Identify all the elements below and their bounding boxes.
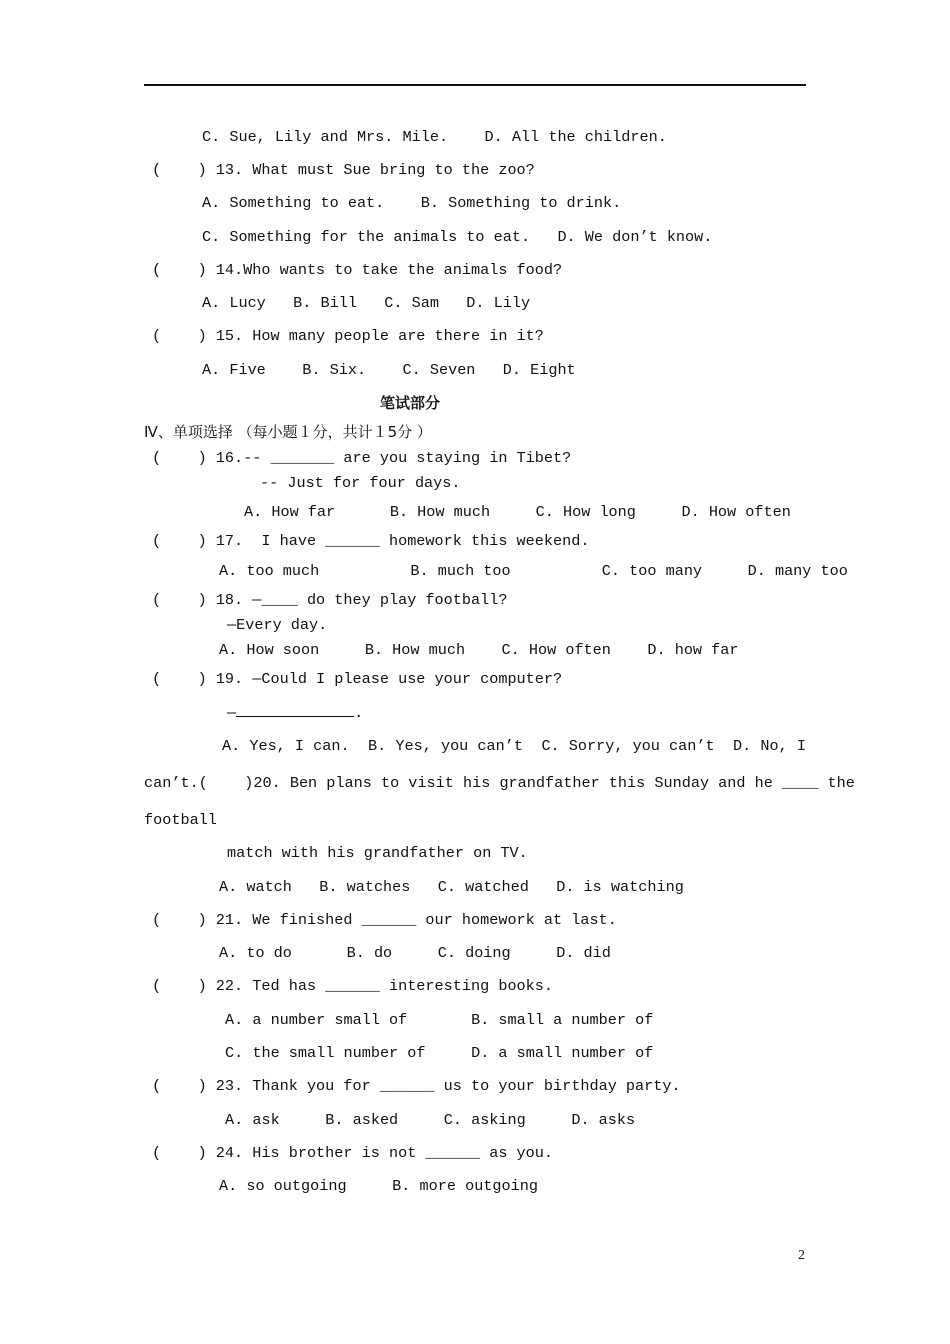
question-19-options (144, 736, 806, 756)
question-13-options-ab: A. Something to eat. B. Something to drink. (202, 194, 622, 212)
question-23-options: A. ask B. asked C. asking D. asks (225, 1111, 636, 1129)
question-19-option-c: C. Sorry, you can’t (541, 737, 715, 755)
question-19-option-b: B. Yes, you can’t (368, 737, 523, 755)
question-19: ( ) 19. —Could I please use your computer? (152, 670, 563, 688)
answer-blank (236, 702, 354, 717)
question-19-option-a: A. Yes, I can. (222, 737, 350, 755)
reply-dash: — (227, 704, 237, 722)
question-18-reply: —Every day. (227, 616, 328, 634)
section-title: 笔试部分 (380, 394, 441, 412)
page-number: 2 (798, 1248, 805, 1263)
question-22-options-cd: C. the small number of D. a small number of (225, 1044, 654, 1062)
header-rule (144, 84, 806, 86)
question-20-line-1: can’t.( )20. Ben plans to visit his grandfather this Sunday and he ____ the (144, 774, 855, 792)
question-22: ( ) 22. Ted has ______ interesting books. (152, 977, 554, 995)
question-13-options-cd: C. Something for the animals to eat. D. We don’t know. (202, 228, 713, 246)
question-14: ( ) 14.Who wants to take the animals food? (152, 261, 563, 279)
question-13: ( ) 13. What must Sue bring to the zoo? (152, 161, 535, 179)
question-21: ( ) 21. We finished ______ our homework at last. (152, 911, 617, 929)
question-20-line-2: football (144, 811, 217, 829)
question-14-options: A. Lucy B. Bill C. Sam D. Lily (202, 294, 531, 312)
question-16-reply: -- Just for four days. (260, 474, 461, 492)
part-4-heading: Ⅳ、单项选择 （每小题１分，共计１5分 ） (144, 423, 432, 441)
question-20-line-3: match with his grandfather on TV. (227, 844, 528, 862)
question-24: ( ) 24. His brother is not ______ as you. (152, 1144, 554, 1162)
question-15: ( ) 15. How many people are there in it? (152, 327, 544, 345)
question-15-options: A. Five B. Six. C. Seven D. Eight (202, 361, 576, 379)
reply-period: . (354, 704, 364, 722)
question-17: ( ) 17. I have ______ homework this weekend. (152, 532, 590, 550)
question-24-options: A. so outgoing B. more outgoing (219, 1177, 538, 1195)
question-17-options: A. too much B. much too C. too many D. many too (219, 562, 848, 580)
question-20-options: A. watch B. watches C. watched D. is watching (219, 878, 684, 896)
question-23: ( ) 23. Thank you for ______ us to your birthday party. (152, 1077, 681, 1095)
question-18: ( ) 18. —____ do they play football? (152, 591, 508, 609)
question-19-reply (227, 702, 363, 723)
question-16-options: A. How far B. How much C. How long D. How often (244, 503, 791, 521)
question-21-options: A. to do B. do C. doing D. did (219, 944, 611, 962)
question-12-options-cd: C. Sue, Lily and Mrs. Mile. D. All the children. (202, 128, 667, 146)
question-19-option-d: D. No, I (733, 737, 806, 755)
question-22-options-ab: A. a number small of B. small a number of (225, 1011, 654, 1029)
question-18-options: A. How soon B. How much C. How often D. how far (219, 641, 739, 659)
question-16: ( ) 16.-- _______ are you staying in Tibet? (152, 449, 572, 467)
